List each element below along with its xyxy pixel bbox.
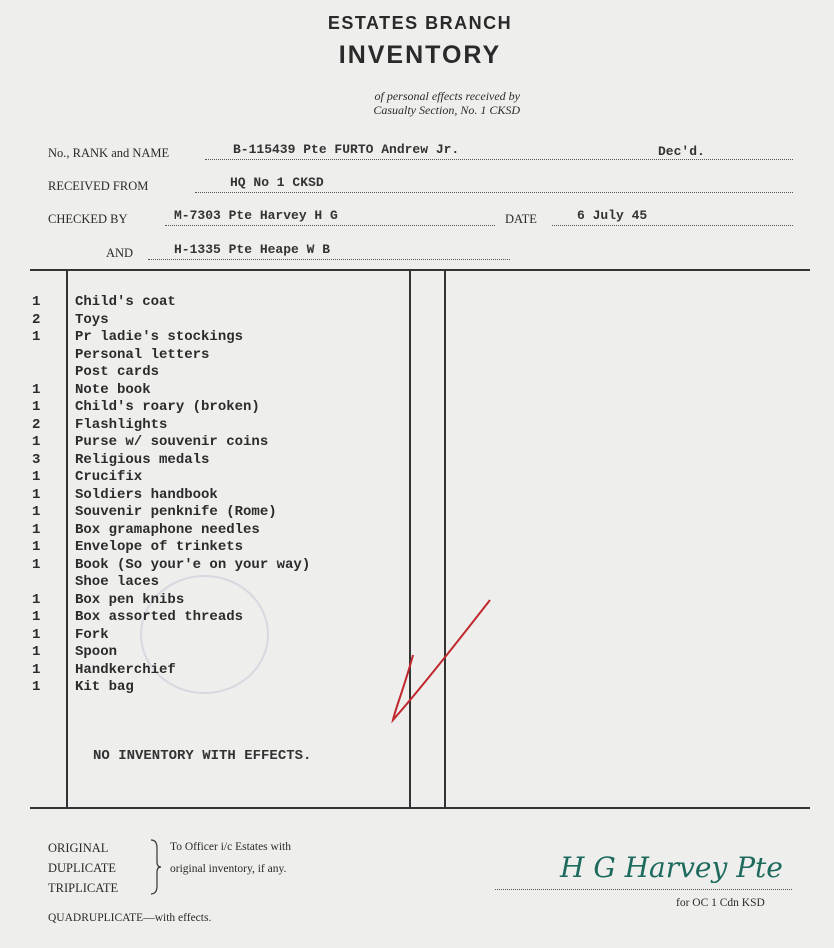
item-description: Toys <box>75 311 109 328</box>
item-description: Envelope of trinkets <box>75 539 244 555</box>
item-quantity: 1 <box>32 294 41 310</box>
item-description: Box assorted threads <box>75 609 244 625</box>
dotted-line <box>195 192 793 193</box>
signature: H G Harvey Pte <box>560 851 783 884</box>
copies-note-line: To Officer i/c Estates with <box>170 841 291 853</box>
item-quantity: 1 <box>32 609 41 625</box>
item-quantity: 1 <box>32 329 41 345</box>
item-description: Book (So your'e on your way) <box>75 556 311 573</box>
item-quantity: 1 <box>32 679 41 695</box>
item-quantity <box>30 347 75 365</box>
item-description: Religious medals <box>75 451 210 468</box>
item-description: Personal letters <box>75 346 210 363</box>
item-quantity: 1 <box>32 644 41 660</box>
item-description: Handkerchief <box>75 661 176 678</box>
copies-list <box>48 838 118 898</box>
branch-heading: ESTATES BRANCH <box>327 13 513 33</box>
date-label: DATE <box>505 212 537 226</box>
item-description: Box pen knibs <box>75 591 185 608</box>
item-quantity: 1 <box>32 469 41 485</box>
signer-caption: for OC 1 Cdn KSD <box>676 897 765 909</box>
dotted-line <box>552 225 793 226</box>
name-label: No., RANK and NAME <box>48 146 170 160</box>
date-value: 6 July 45 <box>577 208 648 223</box>
item-description: Flashlights <box>75 416 168 433</box>
checked-label: CHECKED BY <box>48 212 128 226</box>
received-value: HQ No 1 CKSD <box>230 175 324 190</box>
dotted-line <box>165 225 495 226</box>
item-description: Box gramaphone needles <box>75 521 260 538</box>
item-quantity: 1 <box>32 504 41 520</box>
item-description: Crucifix <box>75 469 143 485</box>
copy-duplicate: DUPLICATE <box>48 861 117 875</box>
quadruplicate-note: QUADRUPLICATE—with effects. <box>48 912 212 924</box>
item-quantity: 1 <box>32 521 41 538</box>
item-quantity: 1 <box>32 626 41 643</box>
table-bottom-border <box>30 807 810 809</box>
and-label: AND <box>106 246 134 260</box>
item-quantity: 3 <box>32 451 41 468</box>
item-description: Purse w/ souvenir coins <box>75 434 269 450</box>
item-list <box>30 294 400 697</box>
subtitle-line: of personal effects received by <box>374 89 520 103</box>
item-description: Soldiers handbook <box>75 486 218 503</box>
checked-value: M-7303 Pte Harvey H G <box>174 208 338 223</box>
received-label: RECEIVED FROM <box>48 179 149 193</box>
dotted-line <box>148 259 510 260</box>
item-quantity: 1 <box>32 399 41 415</box>
and-value: H-1335 Pte Heape W B <box>174 242 331 257</box>
item-quantity: 1 <box>32 661 41 678</box>
item-quantity: 1 <box>32 486 41 503</box>
item-description: Child's roary (broken) <box>75 399 260 415</box>
item-quantity: 1 <box>32 381 41 398</box>
item-quantity: 2 <box>32 416 41 433</box>
item-description: Child's coat <box>75 294 176 310</box>
inventory-note: NO INVENTORY WITH EFFECTS. <box>93 748 312 764</box>
item-description: Souvenir penknife (Rome) <box>75 504 277 520</box>
form-title: INVENTORY <box>338 41 502 69</box>
item-description: Kit bag <box>75 679 134 695</box>
signature-line <box>495 889 792 890</box>
item-description: Shoe laces <box>75 574 160 590</box>
item-quantity <box>30 574 75 592</box>
item-quantity: 2 <box>32 311 41 328</box>
copies-note-line: original inventory, if any. <box>170 863 287 875</box>
copies-note <box>170 836 291 880</box>
copy-original: ORIGINAL <box>48 841 109 855</box>
item-quantity: 1 <box>32 591 41 608</box>
status-value: Dec'd. <box>658 144 705 159</box>
item-quantity <box>30 364 75 382</box>
item-quantity: 1 <box>32 539 41 555</box>
subtitle-line: Casualty Section, No. 1 CKSD <box>373 103 520 117</box>
item-description: Pr ladie's stockings <box>75 329 244 345</box>
item-description: Note book <box>75 381 151 398</box>
table-top-border <box>30 269 810 271</box>
item-description: Post cards <box>75 364 160 380</box>
item-description: Fork <box>75 626 109 643</box>
form-subtitle <box>300 89 520 117</box>
item-quantity: 1 <box>32 434 41 450</box>
item-description: Spoon <box>75 644 118 660</box>
copy-triplicate: TRIPLICATE <box>48 881 119 895</box>
brace-icon <box>148 838 162 896</box>
red-check-mark <box>385 595 495 730</box>
name-value: B-115439 Pte FURTO Andrew Jr. <box>233 142 460 157</box>
item-quantity: 1 <box>32 556 41 573</box>
